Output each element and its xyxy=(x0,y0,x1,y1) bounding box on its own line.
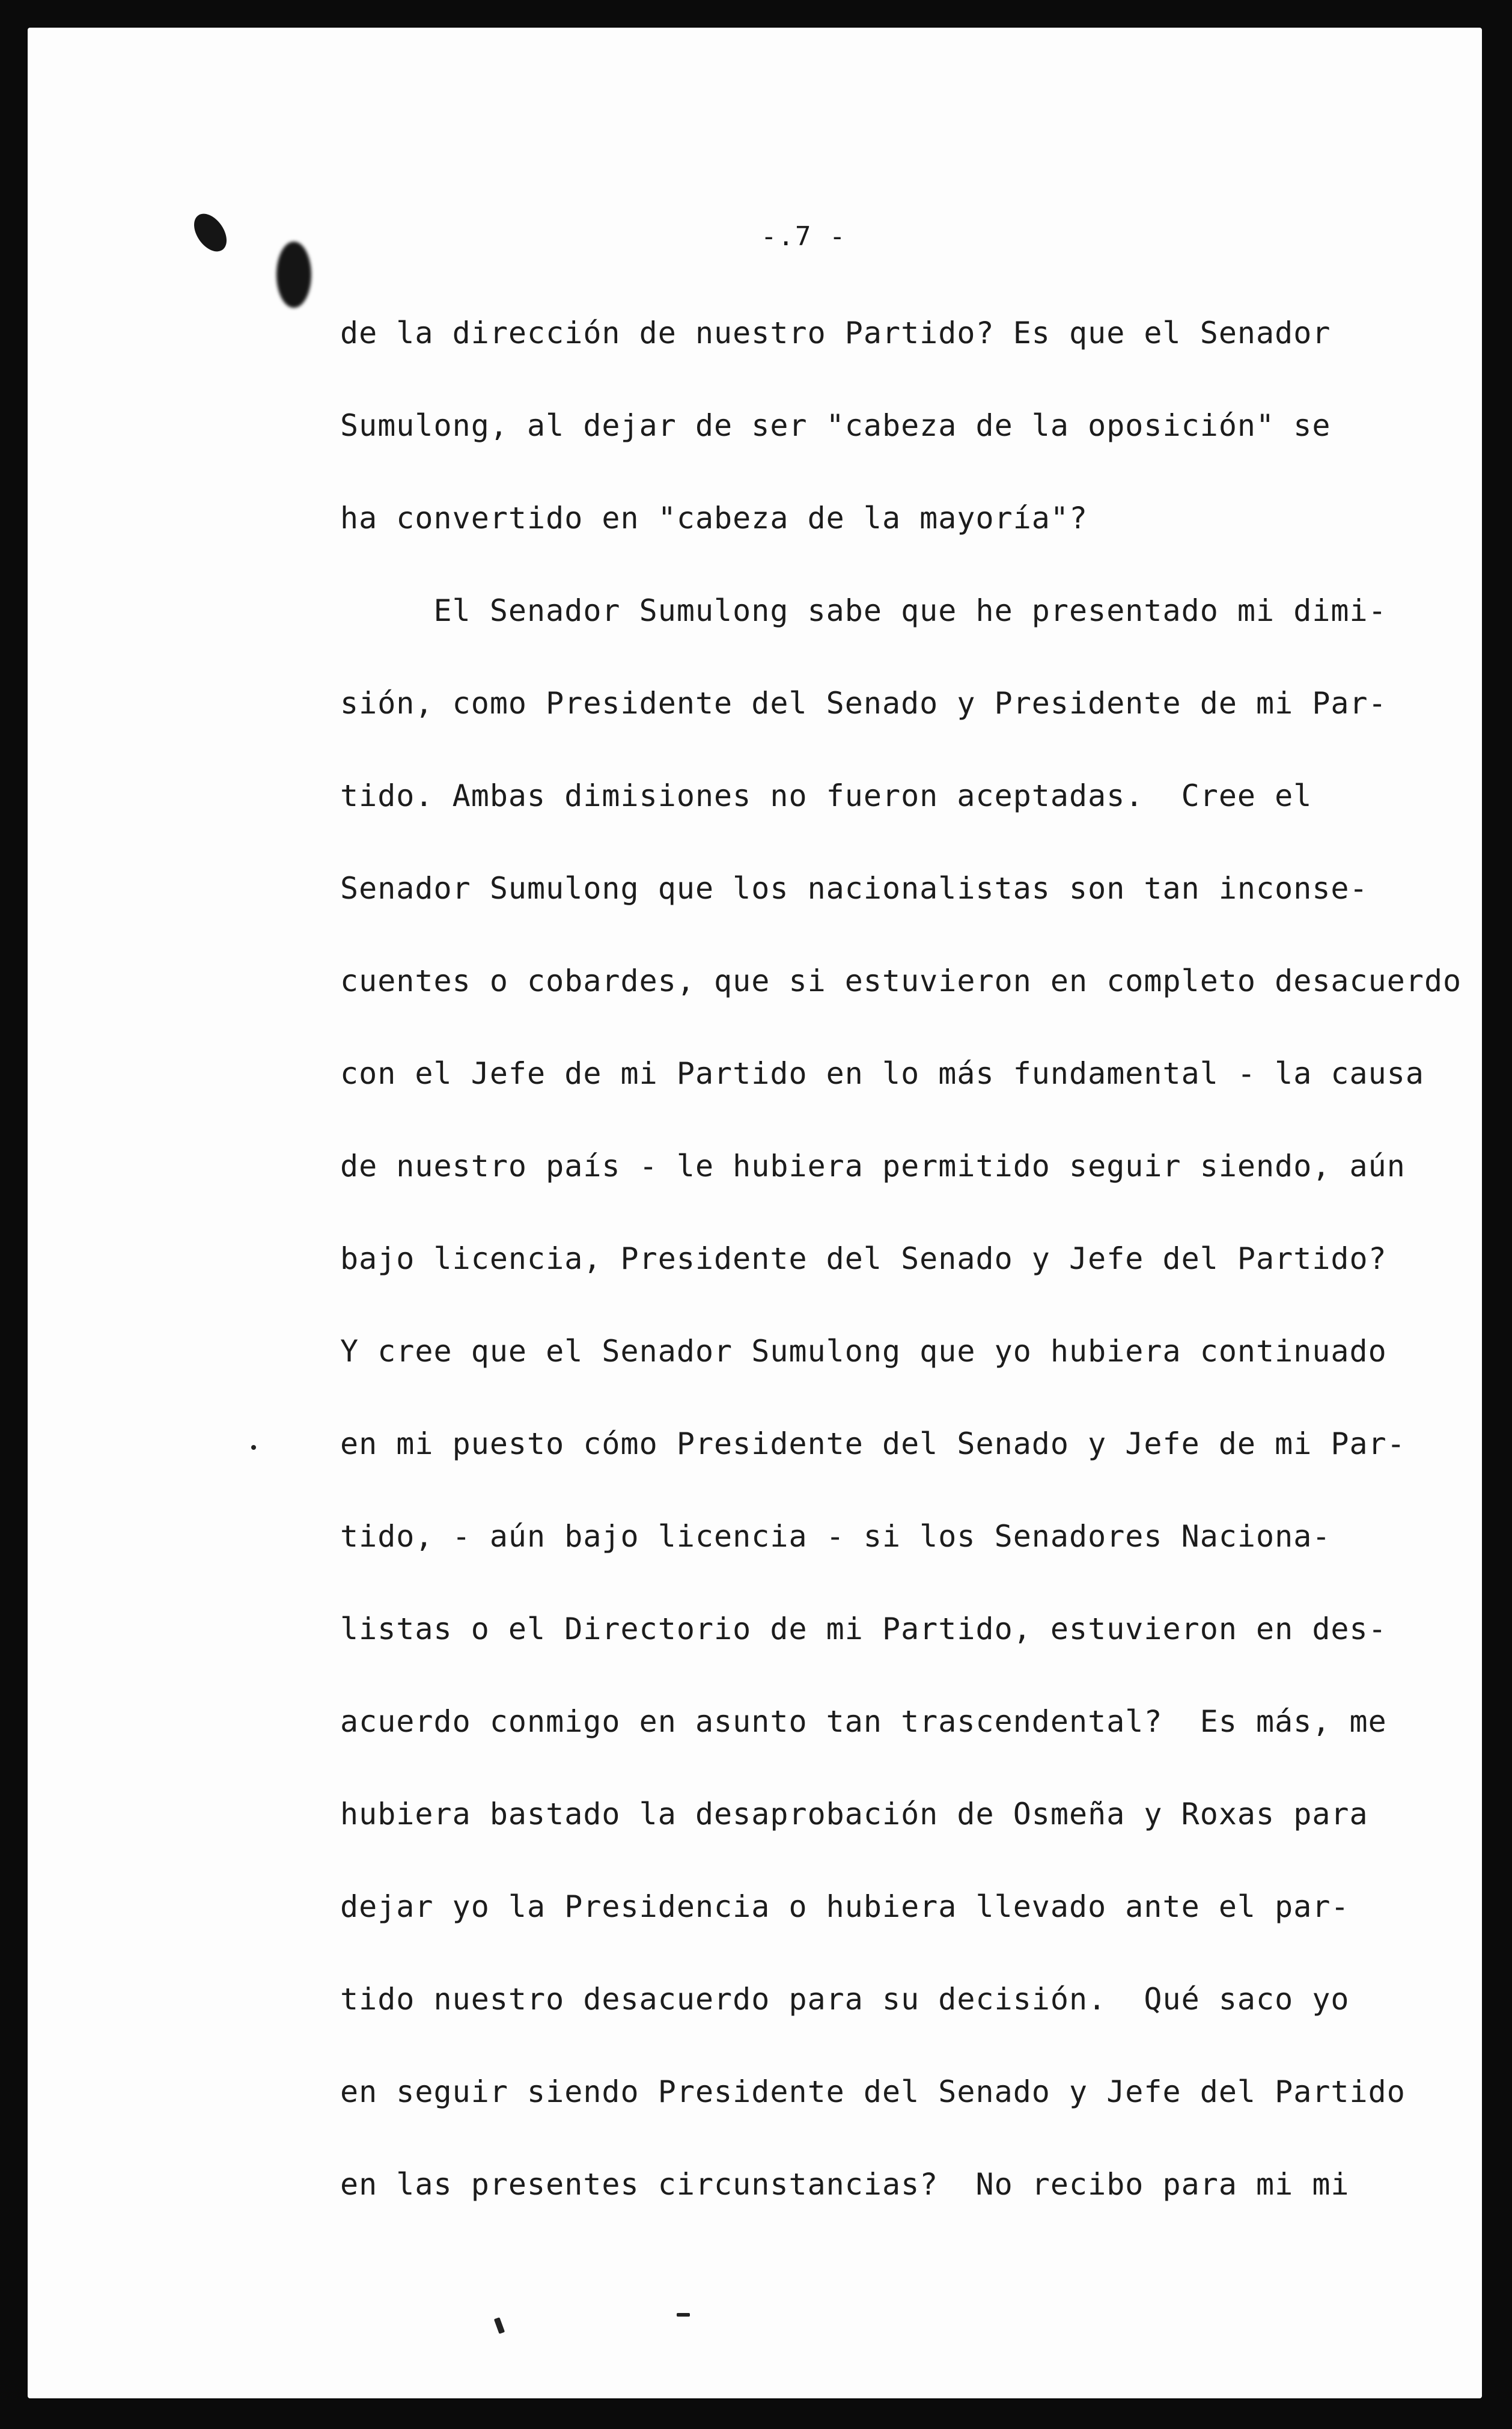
text-line: Sumulong, al dejar de ser "cabeza de la oposición" se xyxy=(340,408,1331,443)
ink-speck xyxy=(494,2317,505,2334)
text-line: de nuestro país - le hubiera permitido seguir siendo, aún xyxy=(340,1149,1406,1184)
text-line: bajo licencia, Presidente del Senado y Jefe del Partido? xyxy=(340,1241,1387,1276)
typewritten-page xyxy=(28,28,1482,2398)
page-number: -.7 - xyxy=(761,221,847,252)
ink-blot xyxy=(276,242,311,308)
text-line: tido. Ambas dimisiones no fueron aceptadas. Cree el xyxy=(340,778,1312,813)
text-line: ha convertido en "cabeza de la mayoría"? xyxy=(340,501,1088,536)
text-line: Y cree que el Senador Sumulong que yo hubiera continuado xyxy=(340,1334,1387,1369)
text-line: en las presentes circunstancias? No recibo para mi mi xyxy=(340,2167,1350,2202)
ink-blot xyxy=(187,208,233,258)
text-line: en mi puesto cómo Presidente del Senado y Jefe de mi Par- xyxy=(340,1426,1406,1461)
text-line: listas o el Directorio de mi Partido, estuvieron en des- xyxy=(340,1612,1387,1646)
text-line: acuerdo conmigo en asunto tan trascendental? Es más, me xyxy=(340,1704,1387,1739)
text-line: hubiera bastado la desaprobación de Osmeña y Roxas para xyxy=(340,1797,1368,1832)
text-line: dejar yo la Presidencia o hubiera llevado ante el par- xyxy=(340,1889,1350,1924)
text-line: de la dirección de nuestro Partido? Es que el Senador xyxy=(340,316,1331,350)
text-line: con el Jefe de mi Partido en lo más fundamental - la causa xyxy=(340,1056,1424,1091)
text-line: en seguir siendo Presidente del Senado y Jefe del Partido xyxy=(340,2074,1406,2109)
text-line: Senador Sumulong que los nacionalistas son tan inconse- xyxy=(340,871,1368,906)
ink-speck xyxy=(677,2313,690,2317)
text-line: cuentes o cobardes, que si estuvieron en completo desacuerdo xyxy=(340,964,1462,998)
text-line: El Senador Sumulong sabe que he presentado mi dimi- xyxy=(340,593,1387,628)
text-line: tido nuestro desacuerdo para su decisión. Qué saco yo xyxy=(340,1982,1350,2017)
text-line: tido, - aún bajo licencia - si los Senadores Naciona- xyxy=(340,1519,1331,1554)
ink-speck xyxy=(251,1445,256,1450)
text-line: sión, como Presidente del Senado y Presidente de mi Par- xyxy=(340,686,1387,721)
